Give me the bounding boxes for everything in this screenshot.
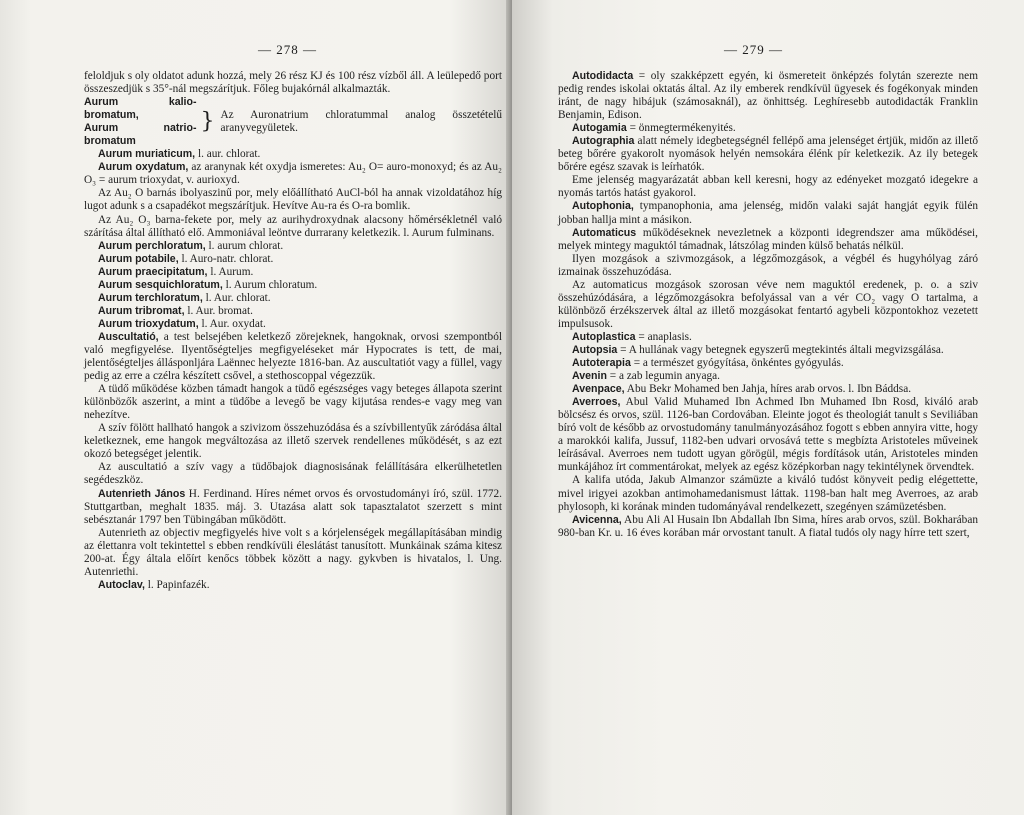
entry-paragraph xyxy=(558,200,978,226)
entry-text: feloldjuk s oly oldatot adunk hozzá, mely 26 rész KJ és 100 rész vízből áll. A leülepedő port összeszedjük s 35°-nál megszárítjuk. Főleg bujakórnál alkalmazták. xyxy=(84,70,502,96)
entry-text: l. aurum chlorat. xyxy=(205,239,284,252)
entry-paragraph xyxy=(558,357,978,370)
entry-paragraph xyxy=(558,135,978,174)
entry-headword: Autographia xyxy=(572,135,635,148)
entry-text: Az Au₂ O barnás ibolyaszinű por, mely előállítható AuCl-ból ha annak vizoldatához híg lugot adunk s a csapadékot megszárítjuk. Hevítve Au-ra és O-ra bomlik. xyxy=(84,187,502,213)
entry-paragraph xyxy=(558,396,978,474)
entry-text: l. Auro-natr. chlorat. xyxy=(178,252,274,265)
entry-paragraph xyxy=(84,292,502,305)
entry-paragraph xyxy=(84,383,502,422)
entry-text: Abul Valid Muhamed Ibn Achmed Ibn Muhamed Ibn Rosd, kiváló arab bölcsész és orvos, szül. 1126-ban Cordovában. Eleinte jogot és theologiát tanult s Seviliában bíró volt de később az orvostudomány tanulmányozásához fogott s ebben annyira vitte, hogy a marokkói kalifa, Jussuf, 1182-ben udvari orvosává tette s megbízta Aristoteles műveinek leírásával. Averroes nem tudott ugyan görögül, mégis fordítások után, Aristoteles minden munkájához írt commentárokat, melyek az egész középkorban nagy tekintélynek örvendtek. xyxy=(558,396,978,474)
entry-text: = anaplasis. xyxy=(635,330,692,343)
entry-headword: Avenpace, xyxy=(572,383,625,396)
left-page-text xyxy=(84,70,502,592)
entry-paragraph xyxy=(84,488,502,527)
entry-paragraph xyxy=(558,279,978,331)
entry-text: = önmegtermékenyités. xyxy=(626,122,736,135)
entry-headword: Avicenna, xyxy=(572,513,622,526)
entry-text: Az automaticus mozgások szorosan véve nem maguktól eredenek, p. o. a sziv összehúzódására, a légzőmozgásokra befolyással van a vér CO₂ vagy O tartalma, a különböző érzékszervek által az illető mozgásokat fentartó agybeli központokhoz vezetett impulsusok. xyxy=(558,278,978,330)
entry-text: l. aur. chlorat. xyxy=(195,148,261,161)
entry-text: Ilyen mozgások a szivmozgások, a légzőmozgások, a végbél és hugyhólyag záró izmainak összehuzódása. xyxy=(558,252,978,278)
entry-paragraph xyxy=(84,266,502,279)
entry-text: l. Aur. chlorat. xyxy=(202,291,271,304)
entry-text: A szív fölött hallható hangok a szivizom összehuzódása és a szívbillentyűk záródása által keletkeznek, eme hangok megváltozása az illető szervek rendellenes működését, s az ezt okozó betegséget jelentik. xyxy=(84,422,502,461)
entry-headword: Aurum potabile, xyxy=(98,252,179,265)
entry-paragraph xyxy=(84,318,502,331)
entry-text: A kalifa utóda, Jakub Almanzor számüzte a kiváló tudóst könyveit pedig elégettette, mivel irigyei azokban antimohamedanismust láttak. 1198-ban halt meg Averroes, az arab phylosoph, ki korának minden tudományával rendelkezett, szegényen számüzetésben. xyxy=(558,474,978,513)
entry-text: a test belsejében keletkező zörejeknek, hangoknak, orvosi szempontból való megfigyelése. Ilyentőségteljes megfigyeléseket már Hypocrates is tett, de mai, jelentőségteljes állásponljára Laënnec helyezte 1816-ban. Az auscultatiót vagy a füllel, vagy pedig az erre a czélra készített csővel, a stethoscoppal végezzük. xyxy=(84,330,502,383)
entry-headword: Avenin xyxy=(572,370,607,383)
entry-text: A tüdő működése közben támadt hangok a tüdő egészséges vagy beteges állapota szerint különbözők aszerint, a mint a tüdőbe a levegő be vagy kijutása rendes-e vagy meg van nehezítve. xyxy=(84,383,502,422)
entry-paragraph xyxy=(558,331,978,344)
page-number-right: — 279 — xyxy=(724,42,783,57)
entry-text: = a természet gyógyítása, önkéntes gyógyulás. xyxy=(630,357,844,370)
entry-headword: Autoterapia xyxy=(572,357,631,370)
entry-text: Az auscultatió a szív vagy a tüdőbajok diagnosisának felállítására elkerülhetetlen segédeszköz. xyxy=(84,461,502,487)
entry-paragraph xyxy=(84,461,502,487)
entry-paragraph xyxy=(84,187,502,213)
entry-headword: Aurum sesquichloratum, xyxy=(98,278,223,291)
entry-text: az aranynak két oxydja ismeretes: Au₂ O= auro-monoxyd; és az Au₂ O₃ = aurum trioxydat, v. aurioxyd. xyxy=(84,161,502,187)
right-page-text xyxy=(558,70,978,540)
entry-paragraph xyxy=(84,70,502,96)
entry-headword: Autophonia, xyxy=(572,200,634,213)
entry-paragraph xyxy=(84,579,502,592)
entry-text: működéseknek nevezletnek a központi idegrendszer ama működései, melyek mintegy maguktól támadnak, látszólag minden külső behatás nélkül. xyxy=(558,226,978,252)
entry-text: Az Au₂ O₃ barna-fekete por, mely az aurihydroxydnak alacsony hőmérsékletnél való szárítása által állítható elő. Ammoniával leöntve durrarany keletkezik. l. Aurum fulminans. xyxy=(84,213,502,239)
entry-text: Az Auronatrium chloratummal analog összetételű aranyvegyületek. xyxy=(220,109,502,135)
entry-headword: Automaticus xyxy=(572,226,637,239)
entry-headword: Auscultatió, xyxy=(98,330,159,343)
entry-paragraph xyxy=(84,161,502,187)
entry-text: l. Aur. oxydat. xyxy=(198,317,266,330)
entry-paragraph xyxy=(84,148,502,161)
entry-text: tympanophonia, ama jelenség, midőn valaki saját hangját egyik fülén jobban hallja mint a másikon. xyxy=(558,200,978,226)
entry-text: l. Papinfazék. xyxy=(144,578,210,591)
entry-headword: Aurum kalio-bromatum, xyxy=(84,96,197,122)
entry-text: Abu Ali Al Husain Ibn Abdallah Ibn Sima, híres arab orvos, szül. Bokharában 980-ban Kr. u. 16 éves korában már orvostant tanult. A fiatal tudós oly nagy hírre tett szert, xyxy=(558,513,978,539)
entry-paragraph xyxy=(84,253,502,266)
entry-text: alatt némely idegbetegségnél fellépő ama jelenséget értjük, midőn az illető beteg bőrére gyakorolt nyomások helyén nemsokára élénk pír keletkezik. Az ily betegek bőrére egész szavak is leírhatók. xyxy=(558,135,978,174)
entry-headword: Aurum tribromat, xyxy=(98,304,185,317)
entry-paragraph xyxy=(84,331,502,383)
entry-text: l. Aurum chloratum. xyxy=(222,278,318,291)
entry-headword: Aurum muriaticum, xyxy=(98,148,196,161)
entry-paragraph xyxy=(558,514,978,540)
entry-text: Autenrieth az objectiv megfigyelés hive volt s a kórjelenségek megállapításában mindig az élettanra volt tekintettel s ebben rendkívüli éleslátást tanusított. Munkáinak száma kitesz 200-at. Égy általa előírt kenőcs többek között a nagy. gykvben is hivatalos, l. Ung. Autenriethi. xyxy=(84,526,502,578)
brace-glyph: } xyxy=(200,109,215,135)
entry-headword: Aurum oxydatum, xyxy=(98,161,189,174)
entry-paragraph xyxy=(558,70,978,122)
entry-text: = oly szakképzett egyén, ki ösmereteit önképzés folytán szerezte nem pedig rendes iskolai oktatás által. Az ily emberek rendkívül ügyesek és fogékonyak minden iránt, de nagy hibájuk (számosaknál), az önhittség. Leghíresebb autodidacták Franklin Benjamin, Edison. xyxy=(558,70,978,122)
bracket-entry xyxy=(84,96,502,148)
entry-paragraph xyxy=(84,422,502,461)
right-page xyxy=(512,0,1024,815)
entry-paragraph xyxy=(84,279,502,292)
entry-headword: Autogamia xyxy=(572,122,627,135)
entry-headword: Averroes, xyxy=(572,396,621,409)
entry-text: l. Aur. bromat. xyxy=(184,304,253,317)
entry-paragraph xyxy=(558,253,978,279)
entry-paragraph xyxy=(84,214,502,240)
entry-text: Abu Bekr Mohamed ben Jahja, híres arab orvos. l. Ibn Báddsa. xyxy=(624,383,912,396)
entry-paragraph xyxy=(558,227,978,253)
entry-paragraph xyxy=(558,370,978,383)
entry-headword: Autodidacta xyxy=(572,70,634,82)
entry-headword: Aurum natrio-bromatum xyxy=(84,122,197,148)
entry-headword: Autoclav, xyxy=(98,578,145,591)
entry-paragraph xyxy=(558,383,978,396)
entry-headword: Autenrieth János xyxy=(98,487,186,500)
entry-paragraph xyxy=(84,527,502,579)
entry-headword: Aurum praecipitatum, xyxy=(98,265,208,278)
entry-text: l. Aurum. xyxy=(207,265,254,278)
entry-headword: Aurum trioxydatum, xyxy=(98,317,199,330)
entry-text: = a zab legumin anyaga. xyxy=(606,370,720,383)
entry-text: Eme jelenség magyarázatát abban kell keresni, hogy az edényeket mozgató idegekre a nyomás tartós hatást gyakorol. xyxy=(558,174,978,200)
entry-paragraph xyxy=(84,240,502,253)
entry-text: = A hullának vagy betegnek egyszerű megtekintés általi megvizsgálása. xyxy=(617,343,944,356)
entry-paragraph xyxy=(558,344,978,357)
entry-paragraph xyxy=(558,122,978,135)
entry-headword: Aurum terchloratum, xyxy=(98,291,203,304)
entry-paragraph xyxy=(558,174,978,200)
page-number-left: — 278 — xyxy=(258,42,317,57)
entry-headword: Autopsia xyxy=(572,343,618,356)
entry-headword: Autoplastica xyxy=(572,330,636,343)
entry-paragraph xyxy=(84,305,502,318)
entry-text: H. Ferdinand. Híres német orvos és orvostudományi író, szül. 1772. Stuttgartban, meghalt 1835. máj. 3. Utazása alatt sok tapasztalatot szerzett s mint sebésztanár 1797 ben Tübingában működött. xyxy=(84,487,503,526)
entry-paragraph xyxy=(558,474,978,513)
entry-headword: Aurum perchloratum, xyxy=(98,239,206,252)
